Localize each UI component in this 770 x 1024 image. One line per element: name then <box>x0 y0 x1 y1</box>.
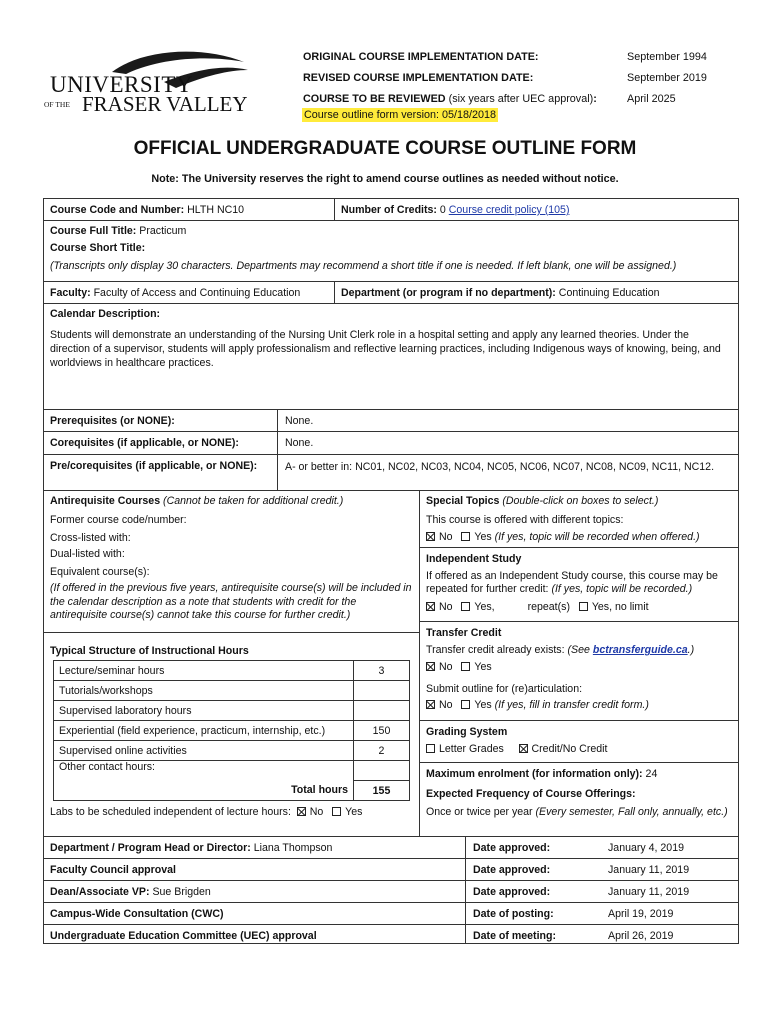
hours-label: Other contact hours: <box>54 761 354 781</box>
hours-row <box>54 741 410 761</box>
hours-value[interactable] <box>354 701 410 721</box>
department-value[interactable]: Continuing Education <box>558 287 660 299</box>
hours-label: Tutorials/workshops <box>54 681 354 701</box>
approval-dean: Dean/Associate VP: Sue Brigden <box>50 886 211 898</box>
corequisites-label: Corequisites (if applicable, or NONE): <box>50 437 239 449</box>
hours-row <box>54 761 410 781</box>
transfer-title: Transfer Credit <box>426 627 502 639</box>
hours-value[interactable]: 150 <box>354 721 410 741</box>
total-hours-label: Total hours <box>54 781 354 801</box>
independent-study-no-checkbox[interactable] <box>426 602 435 611</box>
special-topics-text: This course is offered with different topics: <box>426 514 624 526</box>
revised-date-value: September 2019 <box>627 72 707 84</box>
precorequisites-value[interactable]: A- or better in: NC01, NC02, NC03, NC04, NC05, NC06, NC07, NC08, NC09, NC11, NC12. <box>285 461 715 473</box>
letter-grades-checkbox[interactable] <box>426 744 435 753</box>
transfer-exists-yes-checkbox[interactable] <box>461 662 470 671</box>
approval-dept-head: Department / Program Head or Director: Liana Thompson <box>50 842 333 854</box>
hours-label: Supervised online activities <box>54 741 354 761</box>
grading-title: Grading System <box>426 726 508 738</box>
submit-no-checkbox[interactable] <box>426 700 435 709</box>
form-version: Course outline form version: 05/18/2018 <box>304 109 497 121</box>
approval-date[interactable]: April 19, 2019 <box>608 908 674 920</box>
hours-value[interactable] <box>354 681 410 701</box>
cross-listed[interactable]: Cross-listed with: <box>50 532 131 544</box>
description-text[interactable]: Students will demonstrate an understanding of the Nursing Unit Clerk role in a hospital setting and apply any learned theories. Under the direction of a supervisor, students will apply professionalism and reflective learning practices, including Indigenous ways of knowing, being, and worldviews in healthcare practices. <box>50 329 721 369</box>
antirequisite-note: (If offered in the previous five years, antirequisite course(s) will be included in the calendar description as a note that students with credit for the antirequisite course(s) cannot take this course for further credit.) <box>50 582 412 621</box>
credits-value[interactable]: 0 <box>439 204 446 216</box>
equivalent-courses[interactable]: Equivalent course(s): <box>50 566 150 578</box>
labs-no-checkbox[interactable] <box>297 807 306 816</box>
antirequisite-title: Antirequisite Courses (Cannot be taken for additional credit.) <box>50 495 344 507</box>
independent-study-no-limit-checkbox[interactable] <box>579 602 588 611</box>
hours-value[interactable]: 2 <box>354 741 410 761</box>
logo-fraser-valley: FRASER VALLEY <box>82 92 248 116</box>
hours-row <box>54 661 410 681</box>
approval-date[interactable]: January 11, 2019 <box>608 864 690 876</box>
approval-date-label: Date approved: <box>473 842 551 854</box>
hours-row <box>54 721 410 741</box>
full-title-value[interactable]: Practicum <box>139 225 187 237</box>
hours-label: Supervised laboratory hours <box>54 701 354 721</box>
logo-university: UNIVERSITY <box>50 72 193 97</box>
description-label: Calendar Description: <box>50 308 161 320</box>
hours-label: Experiential (field experience, practicum, internship, etc.) <box>54 721 354 741</box>
short-title: Course Short Title: <box>50 242 146 254</box>
page-title: OFFICIAL UNDERGRADUATE COURSE OUTLINE FORM <box>133 138 637 159</box>
credits: Number of Credits: 0 Course credit policy (105) <box>341 204 570 216</box>
dual-listed[interactable]: Dual-listed with: <box>50 548 125 560</box>
submit-outline: Submit outline for (re)articulation: <box>426 683 583 695</box>
hours-value[interactable]: 3 <box>354 661 410 681</box>
hours-structure-title: Typical Structure of Instructional Hours <box>50 645 249 657</box>
grading-options: Letter Grades Credit/No Credit <box>426 743 607 755</box>
special-topics-options: No Yes (If yes, topic will be recorded when offered.) <box>426 531 700 543</box>
max-enrolment: Maximum enrolment (for information only): 24 <box>426 768 658 780</box>
approval-faculty-council: Faculty Council approval <box>50 864 176 876</box>
review-value: April 2025 <box>627 93 676 105</box>
short-title-note: (Transcripts only display 30 characters. Departments may recommend a short title if one is needed. If left blank, one will be assigned.) <box>50 260 677 272</box>
hours-table <box>53 660 410 801</box>
logo-of-the: OF THE <box>44 100 70 109</box>
hours-value[interactable] <box>354 761 410 781</box>
approval-date[interactable]: January 4, 2019 <box>608 842 684 854</box>
former-code[interactable]: Former course code/number: <box>50 514 187 526</box>
approval-cwc: Campus-Wide Consultation (CWC) <box>50 908 224 920</box>
independent-study-options: No Yes, repeat(s) Yes, no limit <box>426 601 649 613</box>
full-title: Course Full Title: Practicum <box>50 225 187 237</box>
bctransferguide-link[interactable]: bctransferguide.ca <box>592 644 688 656</box>
max-enrolment-value[interactable]: 24 <box>645 768 658 780</box>
review-label: COURSE TO BE REVIEWED (six years after UEC approval): <box>303 93 597 105</box>
prerequisites-label: Prerequisites (or NONE): <box>50 415 175 427</box>
precorequisites-label: Pre/corequisites (if applicable, or NONE): <box>50 460 258 472</box>
disclaimer-note: Note: The University reserves the right to amend course outlines as needed without notice. <box>151 173 619 185</box>
approval-date[interactable]: April 26, 2019 <box>608 930 674 942</box>
independent-study-yes-checkbox[interactable] <box>461 602 470 611</box>
special-topics-yes-checkbox[interactable] <box>461 532 470 541</box>
hours-row <box>54 681 410 701</box>
submit-yes-checkbox[interactable] <box>461 700 470 709</box>
original-date-value: September 1994 <box>627 51 707 63</box>
revised-date-label: REVISED COURSE IMPLEMENTATION DATE: <box>303 72 534 84</box>
credit-policy-link[interactable]: Course credit policy (105) <box>448 204 570 216</box>
independent-study-title: Independent Study <box>426 553 522 565</box>
university-logo <box>44 48 254 120</box>
transfer-exists: Transfer credit already exists: (See bctransferguide.ca.) <box>426 644 695 656</box>
labs-yes-checkbox[interactable] <box>332 807 341 816</box>
approval-date[interactable]: January 11, 2019 <box>608 886 690 898</box>
corequisites-value[interactable]: None. <box>285 437 314 449</box>
independent-study-text: If offered as an Independent Study course, this course may be repeated for further credit: (If yes, topic will be recorded.) <box>426 570 718 595</box>
hours-total-row <box>54 781 410 801</box>
approval-date-label: Date of posting: <box>473 908 554 920</box>
hours-label: Lecture/seminar hours <box>54 661 354 681</box>
submit-outline-options: No Yes (If yes, fill in transfer credit form.) <box>426 699 649 711</box>
special-topics-title: Special Topics (Double-click on boxes to select.) <box>426 495 659 507</box>
approval-date-label: Date of meeting: <box>473 930 556 942</box>
hours-row <box>54 701 410 721</box>
original-date-label: ORIGINAL COURSE IMPLEMENTATION DATE: <box>303 51 539 63</box>
transfer-exists-options: No Yes <box>426 661 492 673</box>
labs-independent: Labs to be scheduled independent of lecture hours: No Yes <box>50 806 363 818</box>
approval-date-label: Date approved: <box>473 864 551 876</box>
approval-uec: Undergraduate Education Committee (UEC) approval <box>50 930 317 942</box>
special-topics-no-checkbox[interactable] <box>426 532 435 541</box>
course-code-value[interactable]: HLTH NC10 <box>187 204 245 216</box>
course-code: Course Code and Number: HLTH NC10 <box>50 204 245 216</box>
frequency-title: Expected Frequency of Course Offerings: <box>426 788 636 800</box>
faculty: Faculty: Faculty of Access and Continuing Education <box>50 287 301 299</box>
department: Department (or program if no department): Continuing Education <box>341 287 660 299</box>
prerequisites-value[interactable]: None. <box>285 415 314 427</box>
approval-date-label: Date approved: <box>473 886 551 898</box>
frequency-value[interactable]: Once or twice per year (Every semester, Fall only, annually, etc.) <box>426 806 728 818</box>
transfer-exists-no-checkbox[interactable] <box>426 662 435 671</box>
faculty-value[interactable]: Faculty of Access and Continuing Education <box>93 287 301 299</box>
total-hours-value: 155 <box>354 781 410 801</box>
credit-no-credit-checkbox[interactable] <box>519 744 528 753</box>
